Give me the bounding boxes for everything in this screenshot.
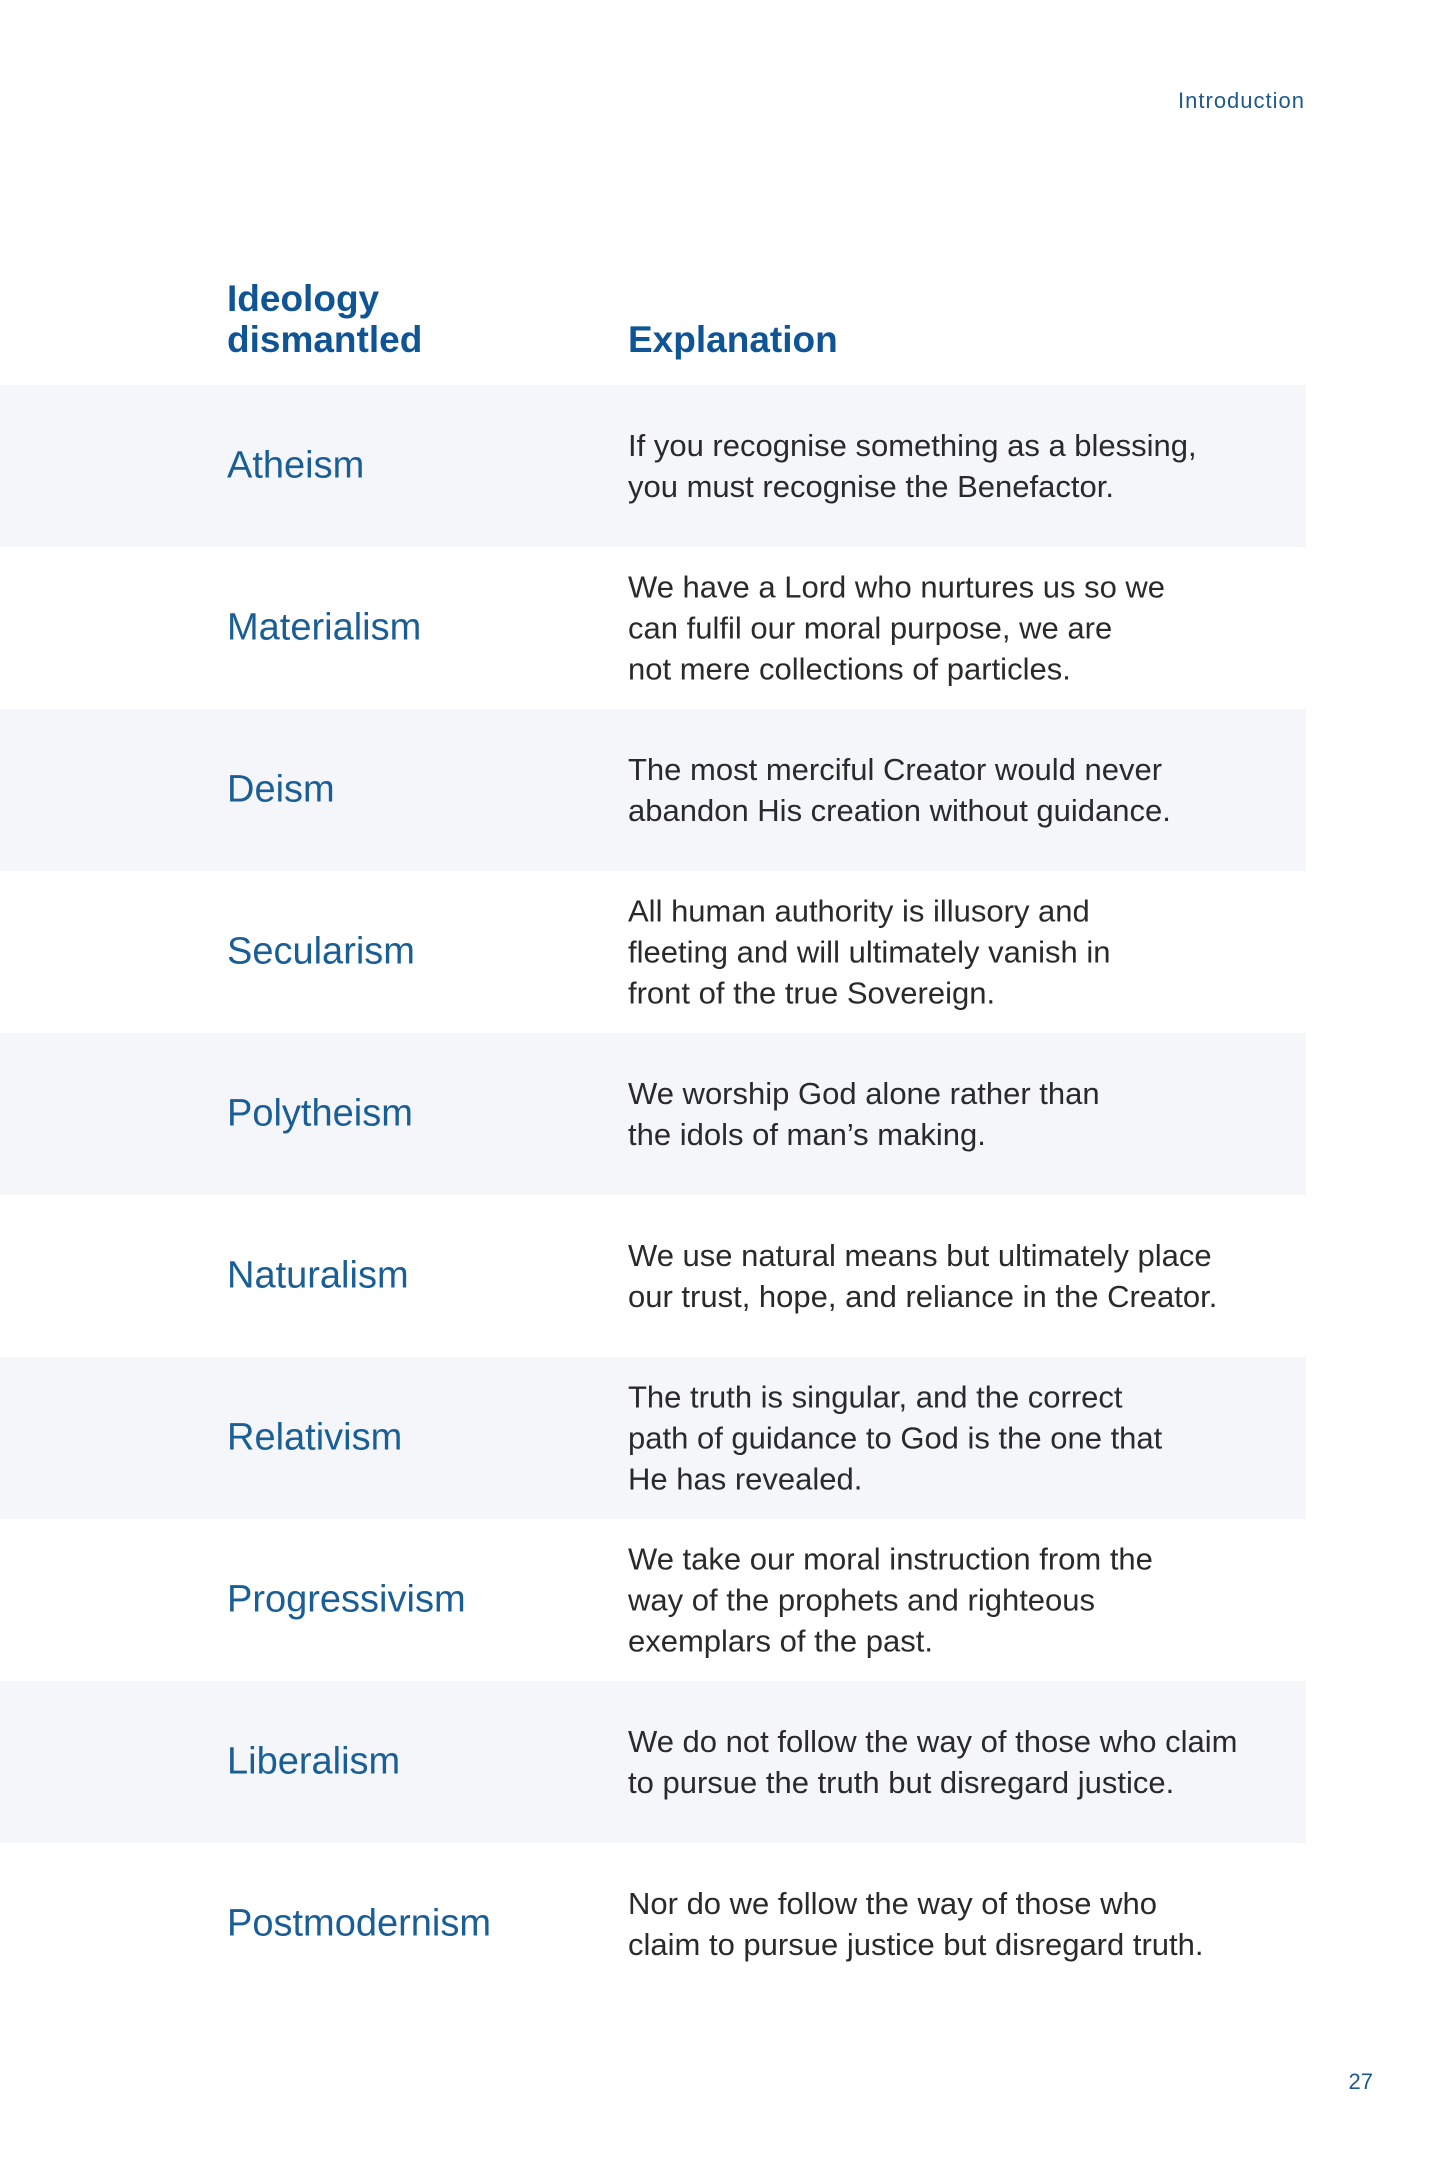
ideology-term: Naturalism [227,1254,409,1297]
explanation-text [628,749,1288,831]
table-row [0,1195,1306,1357]
column-header-ideology-line2: dismantled [227,319,423,360]
explanation-line: We use natural means but ultimately place [628,1238,1212,1273]
ideology-term: Progressivism [227,1578,466,1621]
explanation-line: our trust, hope, and reliance in the Creator. [628,1279,1218,1314]
explanation-line: The most merciful Creator would never [628,752,1163,787]
explanation-line: claim to pursue justice but disregard truth. [628,1927,1204,1962]
ideology-term: Materialism [227,606,422,649]
table-row [0,1519,1306,1681]
table-row [0,1681,1306,1843]
table-row [0,709,1306,871]
table-row [0,871,1306,1033]
explanation-line: We do not follow the way of those who claim [628,1724,1238,1759]
explanation-line: the idols of man’s making. [628,1117,986,1152]
explanation-line: If you recognise something as a blessing, [628,428,1197,463]
explanation-text [628,1377,1288,1500]
explanation-line: All human authority is illusory and [628,893,1090,929]
explanation-line: fleeting and will ultimately vanish in [628,934,1111,970]
explanation-line: abandon His creation without guidance. [628,793,1171,828]
ideology-term: Polytheism [227,1092,413,1135]
column-header-explanation: Explanation [628,319,838,360]
explanation-line: path of guidance to God is the one that [628,1420,1163,1456]
explanation-line: way of the prophets and righteous [628,1582,1096,1618]
ideology-term: Atheism [227,444,365,487]
table-row [0,547,1306,709]
explanation-text [628,425,1288,507]
explanation-line: We take our moral instruction from the [628,1541,1153,1577]
explanation-text [628,1235,1288,1317]
ideology-term: Postmodernism [227,1902,491,1945]
ideology-term: Relativism [227,1416,403,1459]
ideology-term: Deism [227,768,335,811]
page-number: 27 [1348,2069,1373,2094]
explanation-line: He has revealed. [628,1461,863,1497]
table-row [0,1843,1306,2005]
explanation-line: exemplars of the past. [628,1623,933,1659]
explanation-line: not mere collections of particles. [628,651,1071,687]
table-row [0,1033,1306,1195]
explanation-line: We worship God alone rather than [628,1076,1100,1111]
explanation-text [628,1721,1288,1803]
explanation-text [628,1539,1288,1662]
ideology-term: Secularism [227,930,415,973]
explanation-line: We have a Lord who nurtures us so we [628,569,1166,605]
explanation-text [628,1883,1288,1965]
explanation-text [628,567,1288,690]
explanation-line: The truth is singular, and the correct [628,1379,1123,1415]
explanation-line: you must recognise the Benefactor. [628,469,1114,504]
explanation-line: front of the true Sovereign. [628,975,996,1011]
table-row [0,1357,1306,1519]
ideology-term: Liberalism [227,1740,401,1783]
column-header-ideology-line1: Ideology [227,278,380,319]
explanation-text [628,1073,1288,1155]
explanation-text [628,891,1288,1014]
explanation-line: can fulfil our moral purpose, we are [628,610,1113,646]
table-row [0,385,1306,547]
table-header-row [0,270,1306,385]
ideology-table [0,270,1306,2005]
explanation-line: to pursue the truth but disregard justice. [628,1765,1175,1800]
running-header: Introduction [1178,88,1305,113]
column-header-ideology [227,278,527,360]
explanation-line: Nor do we follow the way of those who [628,1886,1157,1921]
